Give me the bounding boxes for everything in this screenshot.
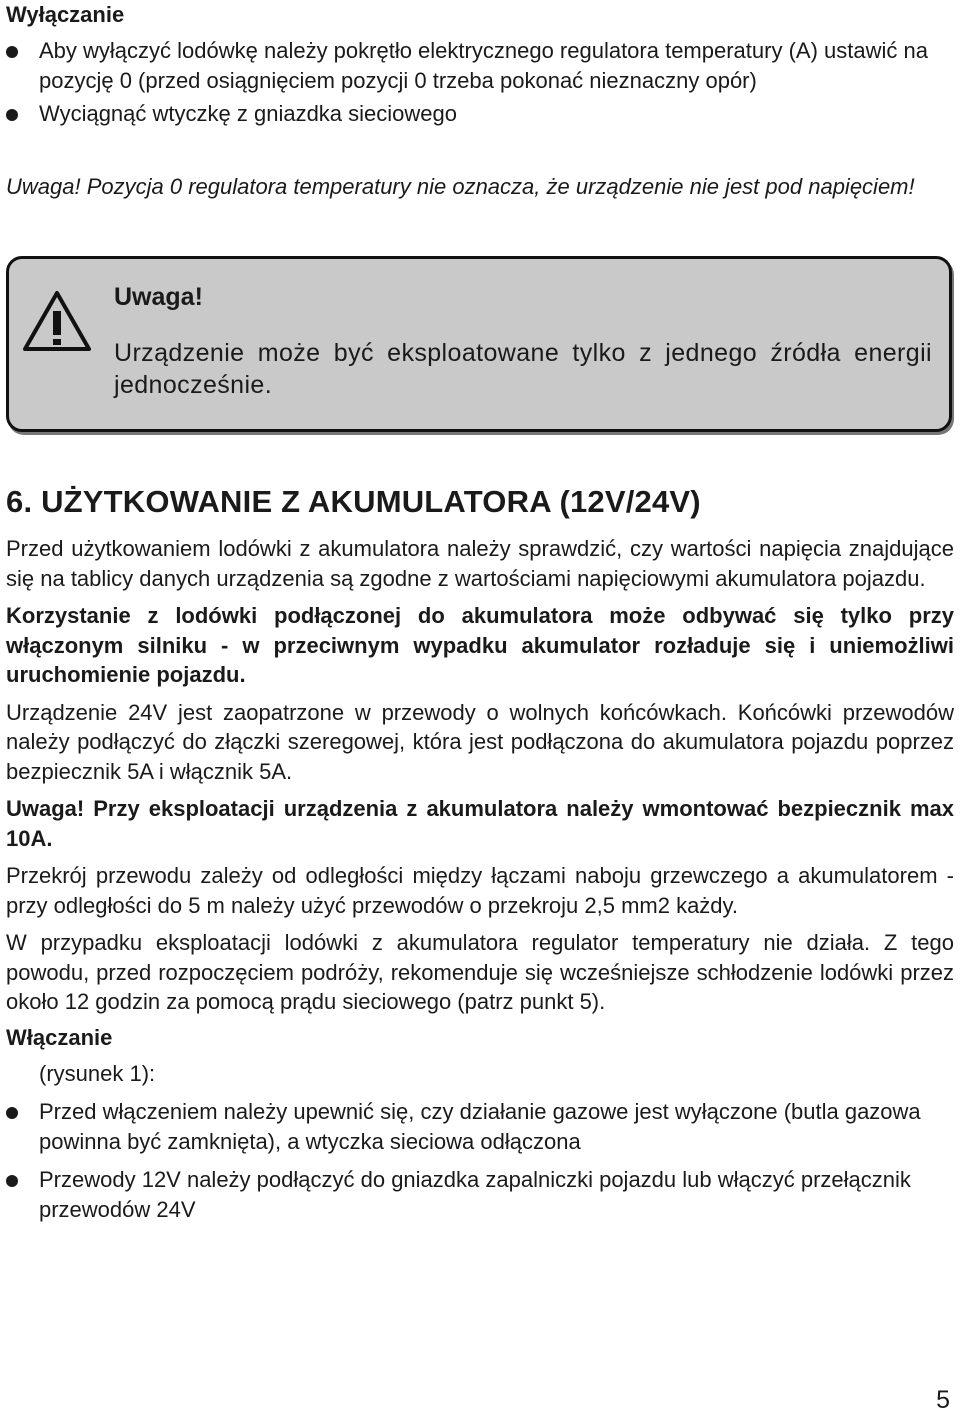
paragraph: Urządzenie 24V jest zaopatrzone w przewody o wolnych końcówkach. Końcówki przewodów należy podłączyć do złączki szeregowej, która jest podłączona do akumulatora pojazdu poprzez bezpiecznik 5A i włącznik 5A. — [6, 699, 954, 784]
warning-title: Uwaga! — [114, 283, 203, 311]
bullet-dot-icon — [6, 46, 18, 58]
paragraph-bold: Korzystanie z lodówki podłączonej do akumulatora może odbywać się tylko przy włączonym silniku - w przeciwnym wypadku akumulator rozładuje się i uniemożliwi uruchomienie pojazdu. — [6, 603, 954, 687]
warning-triangle-icon — [21, 289, 93, 353]
paragraph: Przekrój przewodu zależy od odległości między łączami naboju grzewczego a akumulatorem - przy odległości do 5 m należy użyć przewodów o przekroju 2,5 mm2 każdy. — [6, 863, 954, 918]
bullet-list-off — [6, 36, 954, 129]
bullet-dot-icon — [6, 1107, 18, 1119]
bullet-text: Przed włączeniem należy upewnić się, czy działanie gazowe jest wyłączone (butla gazowa powinna być zamknięta), a wtyczka sieciowa odłączona — [39, 1099, 921, 1154]
warning-box — [6, 256, 952, 432]
paragraph: Przed użytkowaniem lodówki z akumulatora należy sprawdzić, czy wartości napięcia znajdujące się na tablicy danych urządzenia są zgodne z wartościami napięciowymi akumulatora pojazdu. — [6, 536, 954, 591]
bullet-text: Aby wyłączyć lodówkę należy pokrętło elektrycznego regulatora temperatury (A) ustawić na pozycję 0 (przed osiągnięciem pozycji 0 trzeba pokonać nieznaczny opór) — [39, 38, 928, 93]
section-6-title: 6. UŻYTKOWANIE Z AKUMULATORA (12V/24V) — [6, 484, 701, 519]
list-item — [6, 36, 954, 95]
heading-wylaczanie: Wyłączanie — [6, 2, 125, 27]
paragraph: W przypadku eksploatacji lodówki z akumulatora regulator temperatury nie działa. Z tego powodu, przed rozpoczęciem podróży, rekomenduje się wcześniejsze schłodzenie lodówki przez około 12 godzin za pomocą prądu sieciowego (patrz punkt 5). — [6, 930, 954, 1014]
heading-wlaczanie: Włączanie — [6, 1024, 113, 1050]
list-item — [6, 1097, 954, 1156]
paragraph-bold: Uwaga! Przy eksploatacji urządzenia z akumulatora należy wmontować bezpiecznik max 10A. — [6, 796, 954, 851]
bullet-dot-icon — [6, 109, 18, 121]
sub-note: (rysunek 1): — [39, 1060, 156, 1086]
page-number: 5 — [936, 1386, 950, 1414]
bullet-text: Przewody 12V należy podłączyć do gniazdka zapalniczki pojazdu lub włączyć przełącznik przewodów 24V — [39, 1167, 911, 1222]
list-item — [6, 1165, 954, 1224]
bullet-text: Wyciągnąć wtyczkę z gniazdka sieciowego — [39, 101, 457, 126]
bullet-dot-icon — [6, 1175, 18, 1187]
warning-text: Urządzenie może być eksploatowane tylko z jednego źródła energii jednocześnie. — [114, 339, 932, 399]
section-6-body — [6, 534, 954, 1224]
list-item — [6, 99, 954, 129]
note-position-zero: Uwaga! Pozycja 0 regulatora temperatury nie oznacza, że urządzenie nie jest pod napięciem! — [6, 174, 915, 199]
